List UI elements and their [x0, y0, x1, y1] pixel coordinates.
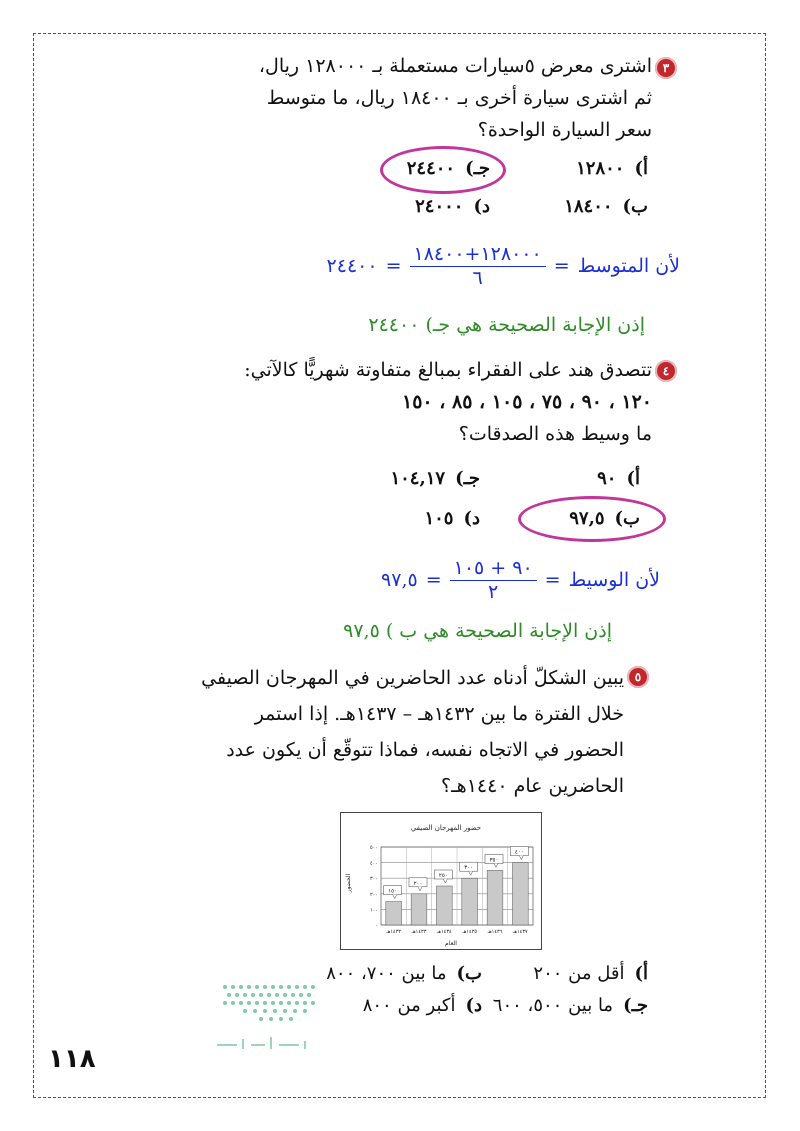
chart-data-label-pointer	[494, 863, 498, 867]
q4-line-3: ما وسيط هذه الصدقات؟	[458, 423, 652, 445]
q5-line-1: يبين الشكلّ أدناه عدد الحاضرين في المهرجان الصيفي	[201, 667, 624, 689]
q4-work-result: ٩٧,٥	[381, 568, 418, 591]
chart-bar	[462, 878, 478, 925]
chart-data-label: ٢٥٠	[438, 873, 448, 879]
q5-option-a[interactable]: أ)أقل من ٢٠٠	[533, 963, 648, 984]
q4-line-1: تتصدق هند على الفقراء بمبالغ متفاوتة شهريًّا كالآتي:	[244, 359, 652, 381]
question-4-badge: ٤	[655, 360, 677, 382]
q3-work-result: ٢٤٤٠٠	[326, 254, 378, 277]
q3-answer: إذن الإجابة الصحيحة هي جـ) ٢٤٤٠٠	[368, 314, 645, 336]
q4-denominator: ٢	[488, 581, 499, 603]
chart-x-tick-label: ١٤٣٧هـ	[512, 929, 528, 935]
chart-y-tick-label: ٠	[375, 923, 378, 929]
chart-bar	[386, 902, 402, 925]
attendance-chart	[340, 812, 542, 950]
q4-work: ٩٧,٥ = $\frac{٩٠ + ١٠٥}{٢}$ = لأن الوسيط	[381, 557, 660, 603]
q4-line-2: ١٢٠ ، ٩٠ ، ٧٥ ، ١٠٥ ، ٨٥ ، ١٥٠	[401, 391, 652, 413]
chart-data-label: ٢٠٠	[413, 880, 423, 887]
chart-y-tick-label: ٥٠٠	[369, 845, 378, 851]
attendance-chart-svg	[341, 813, 541, 949]
q3-denominator: ٦	[472, 267, 483, 289]
q4-option-d[interactable]: د)١٠٥	[424, 508, 480, 529]
q3-option-c[interactable]: جـ)٢٤٤٠٠	[406, 158, 490, 179]
chart-x-tick-label: ١٤٣٣هـ	[411, 929, 427, 935]
chart-data-label-pointer	[469, 871, 473, 875]
q3-option-d[interactable]: د)٢٤٠٠٠	[415, 196, 490, 217]
chart-y-axis-label: الحضور	[345, 873, 352, 893]
q3-option-b[interactable]: ب)١٨٤٠٠	[564, 196, 648, 217]
q4-option-a[interactable]: أ)٩٠	[597, 468, 640, 489]
chart-data-label-pointer	[418, 887, 422, 891]
q4-answer-circle	[518, 496, 666, 542]
chart-bar	[436, 886, 452, 925]
q3-work-prefix: لأن المتوسط	[577, 254, 680, 277]
q5-line-4: الحاضرين عام ١٤٤٠هـ؟	[441, 775, 624, 797]
q3-line-3: سعر السيارة الواحدة؟	[477, 119, 652, 141]
chart-data-label: ٣٠٠	[464, 865, 474, 872]
chart-data-label-pointer	[519, 856, 523, 860]
q3-numerator: ١٢٨٠٠٠+١٨٤٠٠	[410, 242, 546, 267]
q3-answer-circle	[380, 146, 506, 194]
question-5-badge: ٥	[627, 666, 649, 688]
chart-data-label: ١٥٠	[388, 888, 398, 895]
chart-x-axis-label: العام	[445, 940, 457, 947]
q4-option-b[interactable]: ب)٩٧,٥	[569, 508, 640, 529]
chart-data-label: ٤٠٠	[514, 849, 524, 856]
ministry-watermark-logo	[215, 975, 325, 1055]
chart-title: حضور المهرجان الصيفي	[410, 824, 482, 832]
chart-y-tick-label: ١٠٠	[369, 907, 378, 914]
chart-bar	[512, 863, 528, 925]
question-5-text	[194, 660, 624, 804]
q4-work-prefix: لأن الوسيط	[568, 568, 660, 591]
q5-option-b[interactable]: ب)ما بين ٧٠٠، ٨٠٠	[326, 963, 482, 984]
chart-data-label-pointer	[393, 895, 397, 899]
q3-work: ٢٤٤٠٠ = $\frac{١٢٨٠٠٠+١٨٤٠٠}{٦}$ = لأن المتوسط	[326, 243, 680, 289]
q3-work-fraction	[410, 242, 546, 289]
chart-data-label: ٣٥٠	[489, 857, 499, 864]
chart-x-tick-label: ١٤٣٢هـ	[386, 929, 402, 935]
page-number: ١١٨	[48, 1044, 96, 1074]
q5-option-d[interactable]: د)أكبر من ٨٠٠	[362, 995, 482, 1016]
q5-option-c[interactable]: جـ)ما بين ٥٠٠، ٦٠٠	[492, 995, 648, 1016]
question-3-badge: ٣	[655, 57, 677, 79]
q4-option-c[interactable]: جـ)١٠٤,١٧	[390, 468, 480, 489]
q3-line-1: اشترى معرض ٥سيارات مستعملة بـ ١٢٨٠٠٠ ريال،	[258, 55, 652, 77]
chart-bar	[411, 894, 427, 925]
chart-x-tick-label: ١٤٣٤هـ	[436, 929, 452, 935]
chart-x-tick-label: ١٤٣٦هـ	[487, 929, 503, 935]
chart-y-tick-label: ٤٠٠	[369, 860, 378, 867]
chart-y-tick-label: ٢٠٠	[369, 891, 378, 898]
q4-numerator: ٩٠ + ١٠٥	[450, 556, 537, 581]
chart-y-tick-label: ٣٠٠	[369, 876, 378, 883]
q4-work-fraction	[450, 556, 537, 603]
chart-x-tick-label: ١٤٣٥هـ	[462, 929, 478, 935]
q3-option-a[interactable]: أ)١٢٨٠٠	[576, 158, 648, 179]
q5-line-2: خلال الفترة ما بين ١٤٣٢هـ – ١٤٣٧هـ. إذا استمر	[254, 703, 624, 725]
q3-line-2: ثم اشترى سيارة أخرى بـ ١٨٤٠٠ ريال، ما متوسط	[266, 87, 652, 109]
chart-data-label-pointer	[443, 879, 447, 883]
chart-bar	[487, 870, 503, 925]
q4-answer: إذن الإجابة الصحيحة هي ب ) ٩٧,٥	[343, 620, 612, 642]
q5-line-3: الحضور في الاتجاه نفسه، فماذا تتوقّع أن يكون عدد	[226, 739, 624, 761]
question-4-text	[182, 354, 652, 450]
question-3-text	[232, 50, 652, 146]
